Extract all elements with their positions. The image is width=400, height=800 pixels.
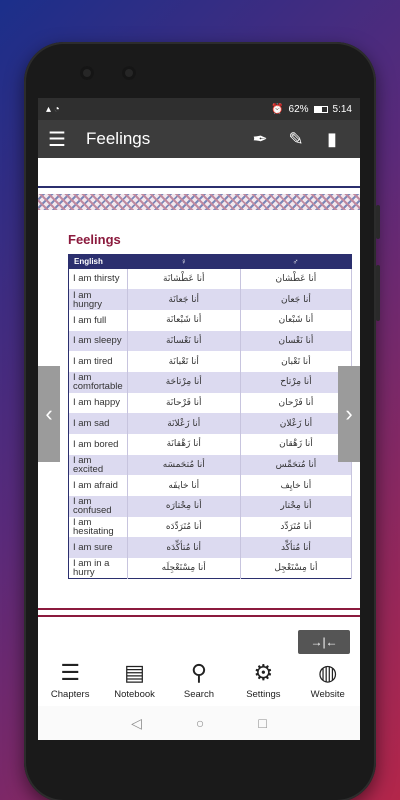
english-cell: I am in a hurry xyxy=(69,558,128,579)
arabic-cell: أنا مِسْتَعْجِل xyxy=(240,558,351,579)
alarm-icon: ⏰ xyxy=(271,103,284,115)
arabic-cell: أنا شَبْعان xyxy=(240,310,351,331)
battery-percent: 62% xyxy=(288,103,309,115)
back-icon[interactable]: ◁ xyxy=(131,714,142,731)
nav-settings[interactable]: ⚙ Settings xyxy=(246,659,281,700)
power-button xyxy=(376,265,380,321)
system-navigation xyxy=(38,706,360,740)
recents-icon[interactable]: □ xyxy=(258,715,267,731)
search-icon: ⚲ xyxy=(190,659,208,685)
table-row xyxy=(69,310,352,331)
english-cell: I am sad xyxy=(69,413,128,434)
clock: 5:14 xyxy=(332,103,352,115)
arabic-cell: أنا فَرْحانَة xyxy=(127,393,240,414)
status-bar xyxy=(38,98,360,120)
list-icon: ☰ xyxy=(60,659,81,685)
decorative-border xyxy=(38,194,360,210)
arabic-cell: أنا عَطْشانَة xyxy=(127,269,240,290)
arabic-cell: أنا زَعْلان xyxy=(240,413,351,434)
english-cell: I am happy xyxy=(69,393,128,414)
arabic-cell: أنا تَعْبان xyxy=(240,351,351,372)
bookmark-icon[interactable]: ▮ xyxy=(327,128,337,149)
english-cell: I am bored xyxy=(69,434,128,455)
english-cell: I am hungry xyxy=(69,289,128,310)
english-cell: I am sure xyxy=(69,537,128,558)
english-cell: I am comfortable xyxy=(69,372,128,393)
footer-rule xyxy=(38,608,360,622)
arabic-cell: أنا مُتحَمِّس xyxy=(240,455,351,476)
arabic-cell: أنا مُتَرَدِّدَه xyxy=(127,517,240,538)
section-heading: Feelings xyxy=(68,232,121,247)
arabic-cell: أنا خايفَه xyxy=(127,475,240,496)
pen-icon[interactable]: ✒ xyxy=(252,128,268,149)
arabic-cell: أنا مِحْتارَه xyxy=(127,496,240,517)
table-row xyxy=(69,537,352,558)
english-cell: I am confused xyxy=(69,496,128,517)
nav-search[interactable]: ⚲ Search xyxy=(183,659,215,700)
notebook-icon: ▤ xyxy=(124,659,145,685)
table-row xyxy=(69,372,352,393)
prev-page-button[interactable]: ‹ xyxy=(38,366,60,462)
table-row xyxy=(69,558,352,579)
arabic-cell: أنا مُتأكِّد xyxy=(240,537,351,558)
fit-width-button[interactable]: →|← xyxy=(298,630,350,654)
menu-icon[interactable]: ☰ xyxy=(48,128,66,151)
female-icon: ♀ xyxy=(127,255,240,269)
edit-icon[interactable]: ✎ xyxy=(288,128,304,149)
arabic-cell: أنا مُتَرَدِّد xyxy=(240,517,351,538)
arabic-cell: أنا مِسْتَعْجِلَه xyxy=(127,558,240,579)
table-row xyxy=(69,331,352,352)
volume-button xyxy=(376,205,380,239)
english-cell: I am full xyxy=(69,310,128,331)
table-row xyxy=(69,475,352,496)
arabic-cell: أنا نَعْسان xyxy=(240,331,351,352)
battery-icon xyxy=(314,106,328,113)
sensor-icon xyxy=(122,66,136,80)
table-row xyxy=(69,496,352,517)
nav-chapters[interactable]: ☰ Chapters xyxy=(50,659,90,700)
arabic-cell: أنا مِرْتاحَة xyxy=(127,372,240,393)
signal-icon: ▴ ◔ xyxy=(46,103,60,115)
next-page-button[interactable]: › xyxy=(338,366,360,462)
arabic-cell: أنا مِحْتار xyxy=(240,496,351,517)
camera-icon xyxy=(80,66,94,80)
arabic-cell: أنا مُتحَمسَه xyxy=(127,455,240,476)
arabic-cell: أنا مِرْتاح xyxy=(240,372,351,393)
arabic-cell: أنا عَطْشان xyxy=(240,269,351,290)
arabic-cell: أنا جَعان xyxy=(240,289,351,310)
column-english: English xyxy=(69,255,128,269)
globe-icon: ◍ xyxy=(318,659,338,685)
english-cell: I am afraid xyxy=(69,475,128,496)
arabic-cell: أنا مُتأكِّدَه xyxy=(127,537,240,558)
arabic-cell: أنا زَهْقان xyxy=(240,434,351,455)
arabic-cell: أنا شَبْعانَة xyxy=(127,310,240,331)
app-screen xyxy=(38,98,360,740)
arabic-cell: أنا فَرْحان xyxy=(240,393,351,414)
home-icon[interactable]: ○ xyxy=(195,715,205,731)
table-row xyxy=(69,455,352,476)
nav-website[interactable]: ◍ Website xyxy=(310,659,345,700)
arabic-cell: أنا زَهْقانَة xyxy=(127,434,240,455)
table-row xyxy=(69,269,352,290)
english-cell: I am sleepy xyxy=(69,331,128,352)
arabic-cell: أنا زَعْلانَة xyxy=(127,413,240,434)
table-row xyxy=(69,413,352,434)
header-rule xyxy=(38,186,360,188)
arabic-cell: أنا خايِف xyxy=(240,475,351,496)
vocabulary-table xyxy=(68,254,352,579)
table-row xyxy=(69,351,352,372)
nav-notebook[interactable]: ▤ Notebook xyxy=(114,659,155,700)
table-row xyxy=(69,517,352,538)
app-bar xyxy=(38,120,360,158)
bottom-navigation xyxy=(38,654,360,706)
gear-icon: ⚙ xyxy=(253,659,274,685)
arabic-cell: أنا تَعْبانَة xyxy=(127,351,240,372)
arabic-cell: أنا نَعْسانَة xyxy=(127,331,240,352)
table-row xyxy=(69,434,352,455)
arabic-cell: أنا جَعانَة xyxy=(127,289,240,310)
english-cell: I am hesitating xyxy=(69,517,128,538)
table-row xyxy=(69,393,352,414)
table-row xyxy=(69,289,352,310)
page-title: Feelings xyxy=(86,129,151,148)
english-cell: I am tired xyxy=(69,351,128,372)
male-icon: ♂ xyxy=(240,255,351,269)
english-cell: I am thirsty xyxy=(69,269,128,290)
book-page xyxy=(38,158,360,649)
english-cell: I am excited xyxy=(69,455,128,476)
